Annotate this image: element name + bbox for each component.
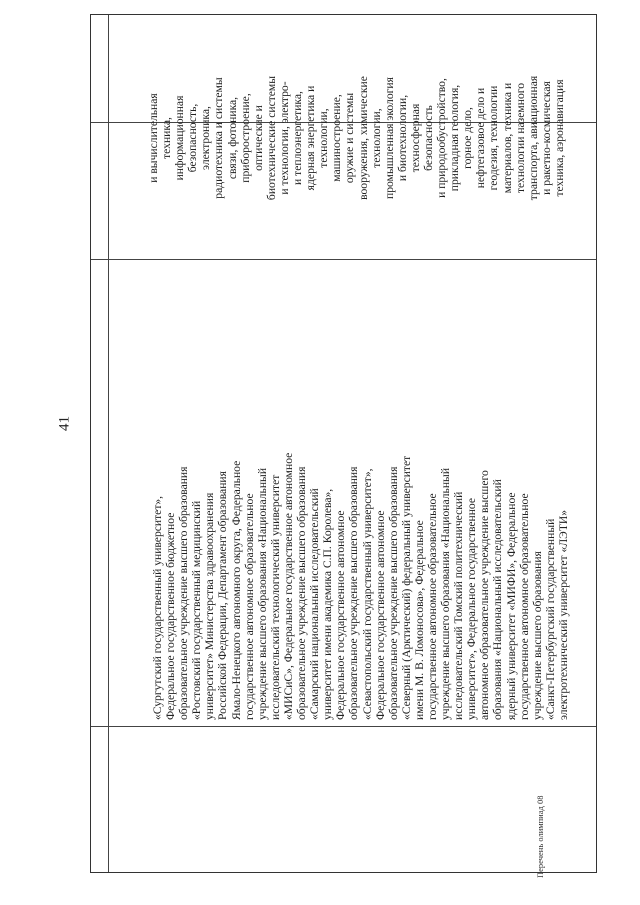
institution-line: автономное образовательное учреждение высшего: [478, 470, 492, 720]
institution-line: университет» Министерства здравоохранения: [203, 492, 217, 720]
subject-line: и природообустройство,: [435, 78, 449, 198]
olympiad-table: [90, 14, 597, 873]
institution-line: университет», Федеральное государственное: [465, 498, 479, 720]
subject-line: геодезия, технологии: [487, 85, 501, 191]
institution-line: государственное автономное образовательное: [517, 493, 531, 720]
institution-line: «Сургутский государственный университет»,: [151, 495, 164, 720]
institution-line: образования «Национальный исследовательский: [491, 479, 505, 720]
table-divider-level: [91, 259, 596, 260]
institution-line: «Самарский национальный исследовательский: [308, 488, 322, 720]
subject-line: горное дело,: [461, 107, 475, 169]
institution-line: «МИСиС», Федеральное государственное автономное: [281, 452, 295, 720]
subject-line: оружие и системы: [343, 92, 357, 184]
subject-line: связи, фотоника,: [225, 96, 239, 180]
subjects-cell: [147, 21, 566, 255]
subject-line: оптические и: [251, 105, 265, 171]
subject-line: вооружения, химические: [356, 76, 370, 200]
subject-line: технологии,: [317, 108, 331, 168]
subject-line: технологии,: [369, 108, 383, 168]
subject-line: техносферная: [408, 103, 422, 173]
subject-line: и ракетно-космическая: [539, 81, 553, 195]
institution-line: образовательное учреждение высшего образования: [386, 466, 400, 720]
institution-line: образовательное учреждение высшего образования: [177, 466, 191, 720]
institution-line: «Санкт-Петербургский государственный: [543, 518, 557, 720]
institution-line: ядерный университет «МИФИ», Федеральное: [504, 492, 518, 720]
subject-line: промышленная экология: [382, 77, 396, 199]
subject-line: безопасность: [421, 105, 435, 171]
institution-line: Российской Федерации, Департамент образования: [216, 471, 230, 720]
subject-line: техника, аэронавигация: [552, 79, 566, 197]
subject-line: прикладная геология,: [448, 84, 462, 192]
institution-line: государственное автономное образовательное: [242, 493, 256, 720]
subject-line: ядерная энергетика и: [304, 85, 318, 191]
subject-line: нефтегазовое дело и: [474, 87, 488, 189]
subject-line: электроника,: [199, 106, 213, 170]
institution-line: электротехнический университет «ЛЭТИ»: [556, 509, 570, 720]
subject-line: техника,: [160, 117, 174, 159]
institution-line: исследовательский Томский политехнический: [452, 491, 466, 720]
subject-line: и вычислительная: [147, 93, 160, 183]
subject-line: безопасность,: [186, 103, 200, 173]
table-column-line: [108, 15, 109, 872]
subject-line: и теплоэнергетика,: [291, 91, 305, 185]
institutions-cell: [151, 265, 570, 720]
table-divider-institutions: [91, 726, 596, 727]
institution-line: имени М. В. Ломоносова», Федеральное: [412, 520, 426, 720]
subject-line: технологии наземного: [513, 82, 527, 194]
institution-line: учреждение высшего образования «Национальный: [439, 467, 453, 720]
institution-line: Ямало-Ненецкого автономного округа, Федеральное: [229, 460, 243, 720]
institution-line: образовательное учреждение высшего образования: [295, 466, 309, 720]
institution-line: учреждение высшего образования: [530, 551, 544, 720]
subject-line: биотехнические системы: [264, 75, 278, 201]
subject-line: и технологии, электро-: [277, 81, 291, 195]
subject-line: транспорта, авиационная: [526, 75, 540, 201]
institution-line: Федеральное государственное бюджетное: [164, 512, 178, 720]
page-number: 41: [56, 416, 73, 431]
subject-line: и биотехнологии,: [395, 94, 409, 182]
institution-line: исследовательский технологический университет: [268, 474, 282, 720]
subject-line: информационная: [173, 95, 187, 181]
subject-line: машиностроение,: [330, 94, 344, 182]
institution-line: университет имени академика С.П. Королева»,: [321, 488, 335, 720]
institution-line: учреждение высшего образования «Национальный: [255, 467, 269, 720]
institution-line: Федеральное государственное автономное: [373, 510, 387, 720]
institution-line: Федеральное государственное автономное: [334, 510, 348, 720]
subject-line: радиотехника и системы: [212, 77, 226, 199]
subject-line: материалов, техника и: [500, 82, 514, 194]
institution-line: «Ростовский государственный медицинский: [190, 500, 204, 720]
institution-line: «Северный (Арктический) федеральный университет: [399, 455, 413, 720]
subject-line: приборостроение,: [238, 93, 252, 183]
institution-line: образовательное учреждение высшего образования: [347, 466, 361, 720]
institution-line: государственное автономное образовательное: [425, 493, 439, 720]
footer-note: Перечень олимпиад 08: [535, 795, 545, 878]
institution-line: «Севастопольский государственный университет»,: [360, 468, 374, 720]
